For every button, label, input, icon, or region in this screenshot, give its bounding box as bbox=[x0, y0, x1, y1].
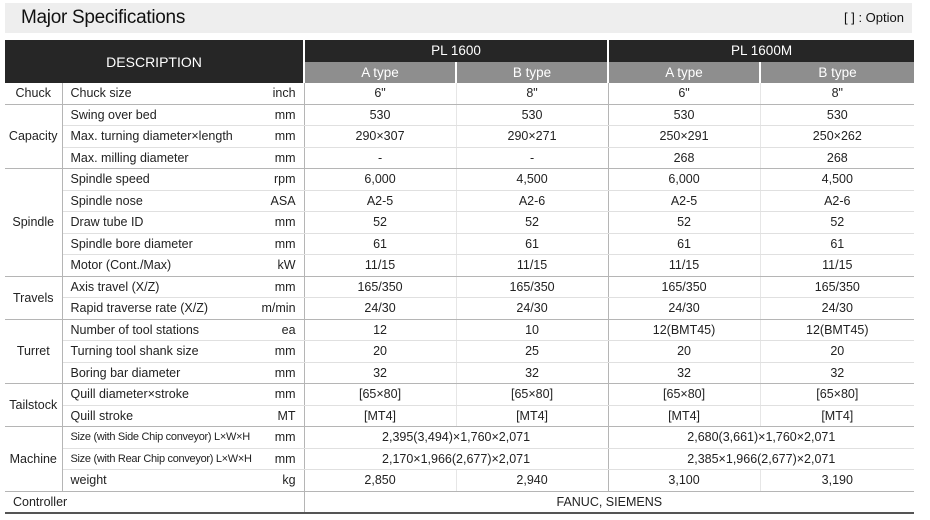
spec-value: 20 bbox=[760, 341, 914, 363]
type-header: A type bbox=[608, 62, 760, 83]
spec-item-label: Size (with Side Chip conveyor) L×W×H bbox=[62, 427, 232, 449]
spec-value: 11/15 bbox=[760, 255, 914, 277]
spec-item-label: Spindle nose bbox=[62, 190, 232, 212]
spec-value: 12(BMT45) bbox=[608, 319, 760, 341]
spec-value: A2-5 bbox=[304, 190, 456, 212]
spec-unit: kg bbox=[232, 470, 304, 492]
spec-value: 52 bbox=[760, 212, 914, 234]
spec-value: 6,000 bbox=[304, 169, 456, 191]
spec-value: 250×291 bbox=[608, 126, 760, 148]
table-row bbox=[5, 405, 914, 427]
table-row bbox=[5, 362, 914, 384]
spec-value: [65×80] bbox=[304, 384, 456, 406]
table-row bbox=[5, 190, 914, 212]
spec-value: 6" bbox=[608, 83, 760, 104]
spec-unit: mm bbox=[232, 104, 304, 126]
table-row bbox=[5, 319, 914, 341]
table-row bbox=[5, 276, 914, 298]
spec-unit: m/min bbox=[232, 298, 304, 320]
category-label: Spindle bbox=[5, 169, 62, 277]
category-label: Capacity bbox=[5, 104, 62, 169]
spec-unit: mm bbox=[232, 147, 304, 169]
spec-item-label: Rapid traverse rate (X/Z) bbox=[62, 298, 232, 320]
spec-unit: ea bbox=[232, 319, 304, 341]
spec-value: 2,680(3,661)×1,760×2,071 bbox=[608, 427, 914, 449]
spec-value: 32 bbox=[456, 362, 608, 384]
spec-value: 165/350 bbox=[608, 276, 760, 298]
spec-value: 11/15 bbox=[304, 255, 456, 277]
table-row bbox=[5, 384, 914, 406]
spec-body bbox=[5, 83, 914, 513]
spec-value: 8" bbox=[456, 83, 608, 104]
spec-value: 290×307 bbox=[304, 126, 456, 148]
table-row bbox=[5, 126, 914, 148]
spec-unit: mm bbox=[232, 126, 304, 148]
spec-value: 52 bbox=[608, 212, 760, 234]
table-row bbox=[5, 83, 914, 104]
controller-value: FANUC, SIEMENS bbox=[304, 491, 914, 513]
spec-unit: mm bbox=[232, 233, 304, 255]
spec-value: 10 bbox=[456, 319, 608, 341]
spec-unit: mm bbox=[232, 384, 304, 406]
spec-value: [65×80] bbox=[456, 384, 608, 406]
spec-value: 61 bbox=[304, 233, 456, 255]
spec-value: A2-5 bbox=[608, 190, 760, 212]
spec-value: [65×80] bbox=[760, 384, 914, 406]
spec-value: 4,500 bbox=[456, 169, 608, 191]
spec-unit: kW bbox=[232, 255, 304, 277]
spec-value: 52 bbox=[456, 212, 608, 234]
spec-item-label: Max. turning diameter×length bbox=[62, 126, 232, 148]
spec-value: 11/15 bbox=[456, 255, 608, 277]
spec-value: 20 bbox=[608, 341, 760, 363]
spec-item-label: Max. milling diameter bbox=[62, 147, 232, 169]
table-row bbox=[5, 448, 914, 470]
spec-value: 12 bbox=[304, 319, 456, 341]
spec-item-label: Boring bar diameter bbox=[62, 362, 232, 384]
spec-value: 61 bbox=[760, 233, 914, 255]
spec-value: [MT4] bbox=[456, 405, 608, 427]
spec-item-label: Quill diameter×stroke bbox=[62, 384, 232, 406]
spec-value: 268 bbox=[608, 147, 760, 169]
spec-value: [MT4] bbox=[760, 405, 914, 427]
spec-value: 32 bbox=[760, 362, 914, 384]
controller-label: Controller bbox=[5, 491, 304, 513]
table-row bbox=[5, 470, 914, 492]
spec-item-label: weight bbox=[62, 470, 232, 492]
spec-value: 2,850 bbox=[304, 470, 456, 492]
spec-value: 11/15 bbox=[608, 255, 760, 277]
spec-value: 530 bbox=[608, 104, 760, 126]
spec-unit: MT bbox=[232, 405, 304, 427]
type-header: A type bbox=[304, 62, 456, 83]
spec-value: 24/30 bbox=[760, 298, 914, 320]
spec-value: 6,000 bbox=[608, 169, 760, 191]
spec-value: A2-6 bbox=[760, 190, 914, 212]
page-title: Major Specifications bbox=[21, 7, 186, 28]
spec-value: 250×262 bbox=[760, 126, 914, 148]
spec-item-label: Swing over bed bbox=[62, 104, 232, 126]
spec-table bbox=[5, 40, 914, 514]
spec-value: [65×80] bbox=[608, 384, 760, 406]
spec-value: [MT4] bbox=[304, 405, 456, 427]
category-label: Travels bbox=[5, 276, 62, 319]
spec-unit: mm bbox=[232, 212, 304, 234]
spec-value: 6" bbox=[304, 83, 456, 104]
spec-value: 530 bbox=[304, 104, 456, 126]
table-row bbox=[5, 104, 914, 126]
spec-unit: mm bbox=[232, 276, 304, 298]
spec-item-label: Chuck size bbox=[62, 83, 232, 104]
model-header-pl1600m: PL 1600M bbox=[608, 40, 914, 62]
spec-item-label: Motor (Cont./Max) bbox=[62, 255, 232, 277]
spec-unit: ASA bbox=[232, 190, 304, 212]
spec-value: 8" bbox=[760, 83, 914, 104]
category-label: Chuck bbox=[5, 83, 62, 104]
description-header: DESCRIPTION bbox=[5, 40, 304, 83]
spec-value: 165/350 bbox=[760, 276, 914, 298]
spec-value: 2,385×1,966(2,677)×2,071 bbox=[608, 448, 914, 470]
spec-item-label: Size (with Rear Chip conveyor) L×W×H bbox=[62, 448, 232, 470]
table-row bbox=[5, 233, 914, 255]
spec-value: 165/350 bbox=[304, 276, 456, 298]
table-row bbox=[5, 212, 914, 234]
category-label: Turret bbox=[5, 319, 62, 384]
spec-value: 165/350 bbox=[456, 276, 608, 298]
spec-value: 61 bbox=[456, 233, 608, 255]
table-row bbox=[5, 255, 914, 277]
spec-value: 530 bbox=[456, 104, 608, 126]
spec-value: 290×271 bbox=[456, 126, 608, 148]
spec-unit: mm bbox=[232, 341, 304, 363]
spec-value: 32 bbox=[608, 362, 760, 384]
spec-value: 2,395(3,494)×1,760×2,071 bbox=[304, 427, 608, 449]
spec-value: 24/30 bbox=[608, 298, 760, 320]
spec-value: 12(BMT45) bbox=[760, 319, 914, 341]
spec-value: 3,190 bbox=[760, 470, 914, 492]
category-label: Machine bbox=[5, 427, 62, 492]
spec-unit: rpm bbox=[232, 169, 304, 191]
type-header: B type bbox=[760, 62, 914, 83]
spec-item-label: Axis travel (X/Z) bbox=[62, 276, 232, 298]
spec-item-label: Draw tube ID bbox=[62, 212, 232, 234]
category-label: Tailstock bbox=[5, 384, 62, 427]
table-row bbox=[5, 298, 914, 320]
spec-value: - bbox=[304, 147, 456, 169]
spec-item-label: Quill stroke bbox=[62, 405, 232, 427]
spec-value: 4,500 bbox=[760, 169, 914, 191]
spec-value: 2,940 bbox=[456, 470, 608, 492]
spec-value: A2-6 bbox=[456, 190, 608, 212]
spec-value: 3,100 bbox=[608, 470, 760, 492]
table-row bbox=[5, 147, 914, 169]
controller-row bbox=[5, 491, 914, 513]
spec-value: 2,170×1,966(2,677)×2,071 bbox=[304, 448, 608, 470]
spec-value: 24/30 bbox=[304, 298, 456, 320]
spec-unit: inch bbox=[232, 83, 304, 104]
model-header-pl1600: PL 1600 bbox=[304, 40, 608, 62]
table-row bbox=[5, 427, 914, 449]
table-row bbox=[5, 341, 914, 363]
spec-unit: mm bbox=[232, 448, 304, 470]
spec-value: 268 bbox=[760, 147, 914, 169]
spec-value: 32 bbox=[304, 362, 456, 384]
title-bar bbox=[5, 3, 912, 33]
spec-item-label: Spindle speed bbox=[62, 169, 232, 191]
spec-unit: mm bbox=[232, 427, 304, 449]
spec-item-label: Spindle bore diameter bbox=[62, 233, 232, 255]
spec-value: 52 bbox=[304, 212, 456, 234]
spec-value: 530 bbox=[760, 104, 914, 126]
option-legend: [ ] : Option bbox=[844, 10, 904, 25]
spec-item-label: Turning tool shank size bbox=[62, 341, 232, 363]
spec-value: 25 bbox=[456, 341, 608, 363]
spec-value: [MT4] bbox=[608, 405, 760, 427]
spec-value: - bbox=[456, 147, 608, 169]
table-row bbox=[5, 169, 914, 191]
spec-value: 20 bbox=[304, 341, 456, 363]
spec-value: 61 bbox=[608, 233, 760, 255]
spec-item-label: Number of tool stations bbox=[62, 319, 232, 341]
spec-unit: mm bbox=[232, 362, 304, 384]
type-header: B type bbox=[456, 62, 608, 83]
spec-value: 24/30 bbox=[456, 298, 608, 320]
